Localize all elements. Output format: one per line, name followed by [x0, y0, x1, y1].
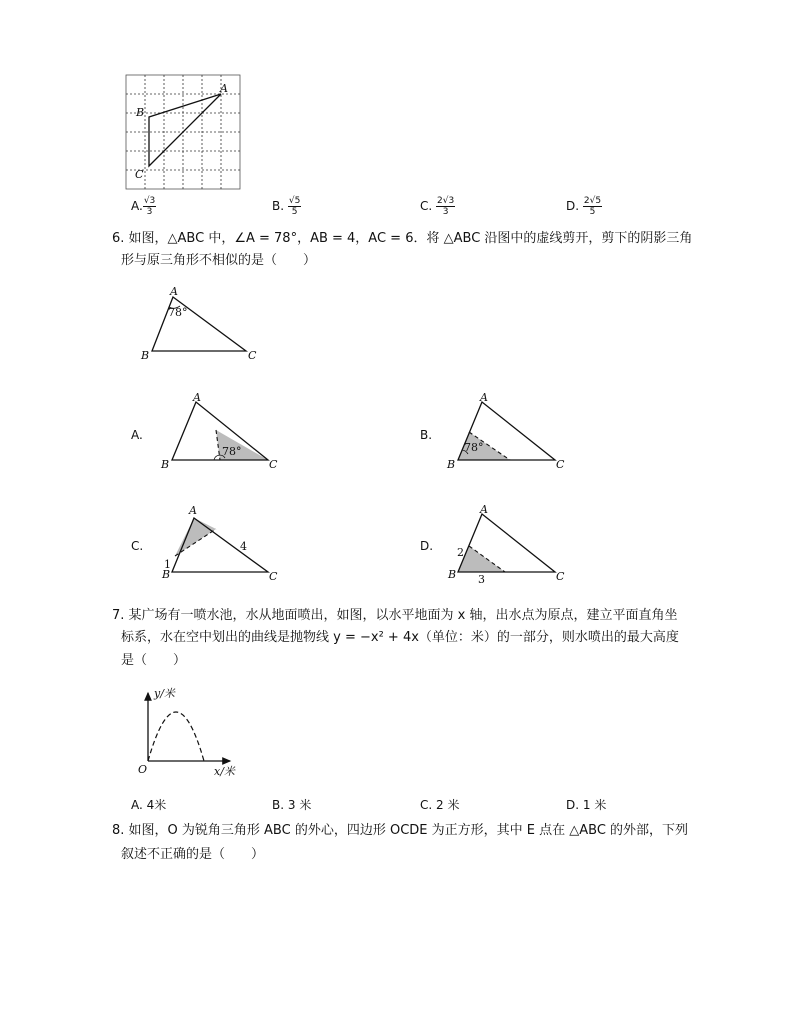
label-b: B [136, 106, 145, 119]
angle-label: 78° [222, 445, 242, 458]
label-b: B [448, 568, 457, 581]
option-fraction [436, 196, 455, 217]
q5-grid-figure [120, 70, 250, 195]
length-3: 3 [478, 573, 485, 586]
q6-text-line1: 6. 如图，△ABC 中，∠A = 78°，AB = 4，AC = 6．将 △ABC 沿图中的虚线剪开，剪下的阴影三角 [112, 231, 693, 246]
option-text: 2 米 [436, 798, 460, 812]
option-letter: D. [566, 199, 580, 213]
frac-den: 5 [291, 207, 298, 217]
q6-option-c-figure [158, 504, 288, 584]
label-c: C [556, 458, 565, 471]
q5-option-b[interactable] [272, 196, 301, 217]
q7-parabola-figure [130, 683, 245, 783]
q6-option-a-figure [158, 392, 288, 472]
q7-text-line1: 7. 某广场有一喷水池，水从地面喷出，如图，以水平地面为 x 轴，出水点为原点，建立平面直角坐 [112, 608, 678, 623]
q5-option-a[interactable] [131, 196, 156, 217]
label-a: A [189, 504, 197, 517]
label-a: A [220, 82, 228, 95]
q7-text-line2: 标系，水在空中划出的曲线是抛物线 y = −x² + 4x（单位：米）的一部分，则水喷出的最大高度 [121, 630, 679, 645]
label-c: C [556, 570, 565, 583]
parabola-curve [148, 712, 204, 761]
option-text: 3 米 [287, 798, 312, 812]
option-letter: A. [131, 798, 143, 812]
x-axis-label: x/米 [214, 765, 235, 778]
length-4: 4 [240, 540, 247, 553]
q6-option-b-letter[interactable]: B. [420, 428, 433, 442]
option-fraction [143, 196, 156, 217]
q6-option-c-letter[interactable]: C. [131, 539, 144, 553]
option-letter: C. [420, 199, 433, 213]
label-c: C [269, 458, 278, 471]
q8-text-line1: 8. 如图，O 为锐角三角形 ABC 的外心，四边形 OCDE 为正方形，其中 E 点在 △ABC 的外部，下列 [112, 823, 689, 838]
q6-option-b-figure [444, 392, 574, 472]
y-axis-label: y/米 [154, 687, 175, 700]
option-letter: C. [420, 798, 433, 812]
q6-main-figure [140, 285, 270, 365]
q7-option-d[interactable] [566, 796, 606, 813]
q6-text-line2: 形与原三角形不相似的是（ ） [121, 253, 317, 268]
option-fraction [288, 196, 301, 217]
triangle-abc [149, 94, 221, 166]
label-b: B [141, 349, 150, 362]
label-c: C [135, 168, 144, 181]
frac-num: √3 [143, 196, 156, 206]
angle-label: 78° [464, 441, 484, 454]
frac-den: 3 [442, 207, 449, 217]
label-b: B [447, 458, 456, 471]
frac-den: 3 [146, 207, 153, 217]
q6-option-d-letter[interactable]: D. [420, 539, 434, 553]
q8-text-line2: 叙述不正确的是（ ） [121, 847, 265, 862]
label-a: A [480, 391, 488, 404]
frac-num: 2√5 [583, 196, 602, 206]
label-c: C [248, 349, 257, 362]
option-letter: A. [131, 199, 143, 213]
label-b: B [161, 458, 170, 471]
option-fraction [583, 196, 602, 217]
frac-num: √5 [288, 196, 301, 206]
q6-option-d-figure [444, 504, 574, 589]
option-text: 1 米 [582, 798, 607, 812]
length-1: 1 [164, 558, 171, 571]
origin-label: O [138, 763, 148, 776]
option-letter: B. [272, 798, 285, 812]
q5-option-d[interactable] [566, 196, 602, 217]
q6-option-a-letter[interactable]: A. [131, 428, 143, 442]
option-letter: D. [566, 798, 580, 812]
frac-den: 5 [589, 207, 596, 217]
label-b: B [162, 568, 171, 581]
q7-option-c[interactable] [420, 796, 459, 813]
label-a: A [170, 285, 178, 298]
label-a: A [480, 503, 488, 516]
q7-option-b[interactable] [272, 796, 311, 813]
q7-option-a[interactable] [131, 796, 166, 813]
label-c: C [269, 570, 278, 583]
frac-num: 2√3 [437, 196, 455, 206]
q5-option-c[interactable] [420, 196, 455, 217]
label-a: A [193, 391, 201, 404]
option-letter: B. [272, 199, 285, 213]
q7-text-line3: 是（ ） [121, 653, 187, 668]
angle-label: 78° [168, 306, 188, 319]
length-2: 2 [457, 546, 464, 559]
option-text: 4米 [146, 798, 167, 812]
